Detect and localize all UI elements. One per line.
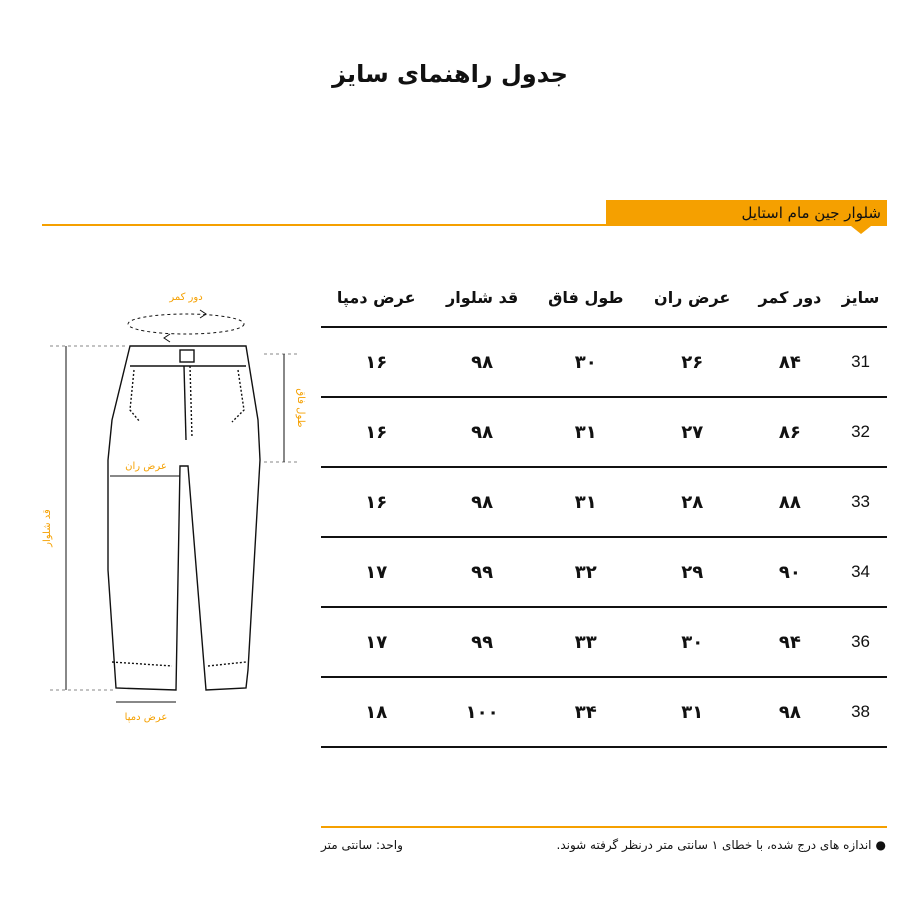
header-length: قد شلوار: [431, 268, 532, 327]
table-cell: ۳۰: [533, 327, 639, 397]
waist-measure-ellipse: [128, 314, 244, 334]
rise-label: طول فاق: [295, 388, 306, 428]
footer-note: [557, 838, 887, 852]
footer-note-text: اندازه های درج شده، با خطای ۱ سانتی متر درنظر گرفته شوند.: [556, 838, 872, 852]
table-cell: ۱۸: [321, 677, 431, 747]
table-row: [321, 607, 887, 677]
table-header-row: [321, 268, 887, 327]
table-cell: 36: [834, 607, 887, 677]
table-cell: 31: [834, 327, 887, 397]
size-table: [321, 268, 887, 748]
table-cell: ۲۸: [639, 467, 746, 537]
table-row: [321, 467, 887, 537]
table-cell: ۳۱: [533, 467, 639, 537]
table-cell: ۲۶: [639, 327, 746, 397]
table-cell: ۳۰: [639, 607, 746, 677]
table-cell: ۱۶: [321, 397, 431, 467]
section-tab: [606, 200, 887, 226]
header-hem: عرض دمپا: [321, 268, 431, 327]
pants-illustration: [108, 346, 260, 690]
table-cell: ۹۸: [431, 397, 532, 467]
table-cell: ۲۹: [639, 537, 746, 607]
footer-unit: واحد: سانتی متر: [321, 838, 403, 852]
header-thigh: عرض ران: [639, 268, 746, 327]
waist-label: دور کمر: [169, 292, 203, 303]
table-cell: ۹۴: [746, 607, 834, 677]
table-cell: ۹۹: [431, 607, 532, 677]
table-cell: ۸۶: [746, 397, 834, 467]
table-cell: ۹۹: [431, 537, 532, 607]
table-cell: ۳۱: [533, 397, 639, 467]
footer-divider: [321, 826, 887, 828]
table-cell: 34: [834, 537, 887, 607]
table-cell: ۳۴: [533, 677, 639, 747]
table-cell: 32: [834, 397, 887, 467]
table-row: [321, 537, 887, 607]
table-cell: ۹۰: [746, 537, 834, 607]
table-row: [321, 327, 887, 397]
table-cell: 38: [834, 677, 887, 747]
table-cell: ۸۴: [746, 327, 834, 397]
table-row: [321, 397, 887, 467]
header-waist: دور کمر: [746, 268, 834, 327]
table-cell: ۳۲: [533, 537, 639, 607]
pants-diagram: [0, 270, 320, 740]
table-cell: ۹۸: [431, 467, 532, 537]
arrow-left-icon: [164, 334, 170, 342]
header-size: سایز: [834, 268, 887, 327]
table-cell: ۹۸: [431, 327, 532, 397]
arrow-right-icon: [200, 310, 206, 318]
length-label: قد شلوار: [42, 509, 53, 547]
table-cell: ۱۶: [321, 327, 431, 397]
table-cell: ۳۳: [533, 607, 639, 677]
table-cell: ۳۱: [639, 677, 746, 747]
page-title: جدول راهنمای سایز: [332, 60, 568, 88]
hem-label: عرض دمپا: [124, 712, 168, 723]
table-cell: ۱۰۰: [431, 677, 532, 747]
table-cell: ۱۷: [321, 607, 431, 677]
table-cell: ۲۷: [639, 397, 746, 467]
table-row: [321, 677, 887, 747]
table-cell: 33: [834, 467, 887, 537]
section-title: شلوار جین مام استایل: [741, 204, 881, 222]
table-cell: ۹۸: [746, 677, 834, 747]
thigh-label: عرض ران: [125, 461, 167, 472]
tab-notch: [851, 226, 871, 234]
table-cell: ۸۸: [746, 467, 834, 537]
bullet-icon: ●: [875, 838, 886, 852]
table-cell: ۱۶: [321, 467, 431, 537]
header-rise: طول فاق: [533, 268, 639, 327]
table-cell: ۱۷: [321, 537, 431, 607]
